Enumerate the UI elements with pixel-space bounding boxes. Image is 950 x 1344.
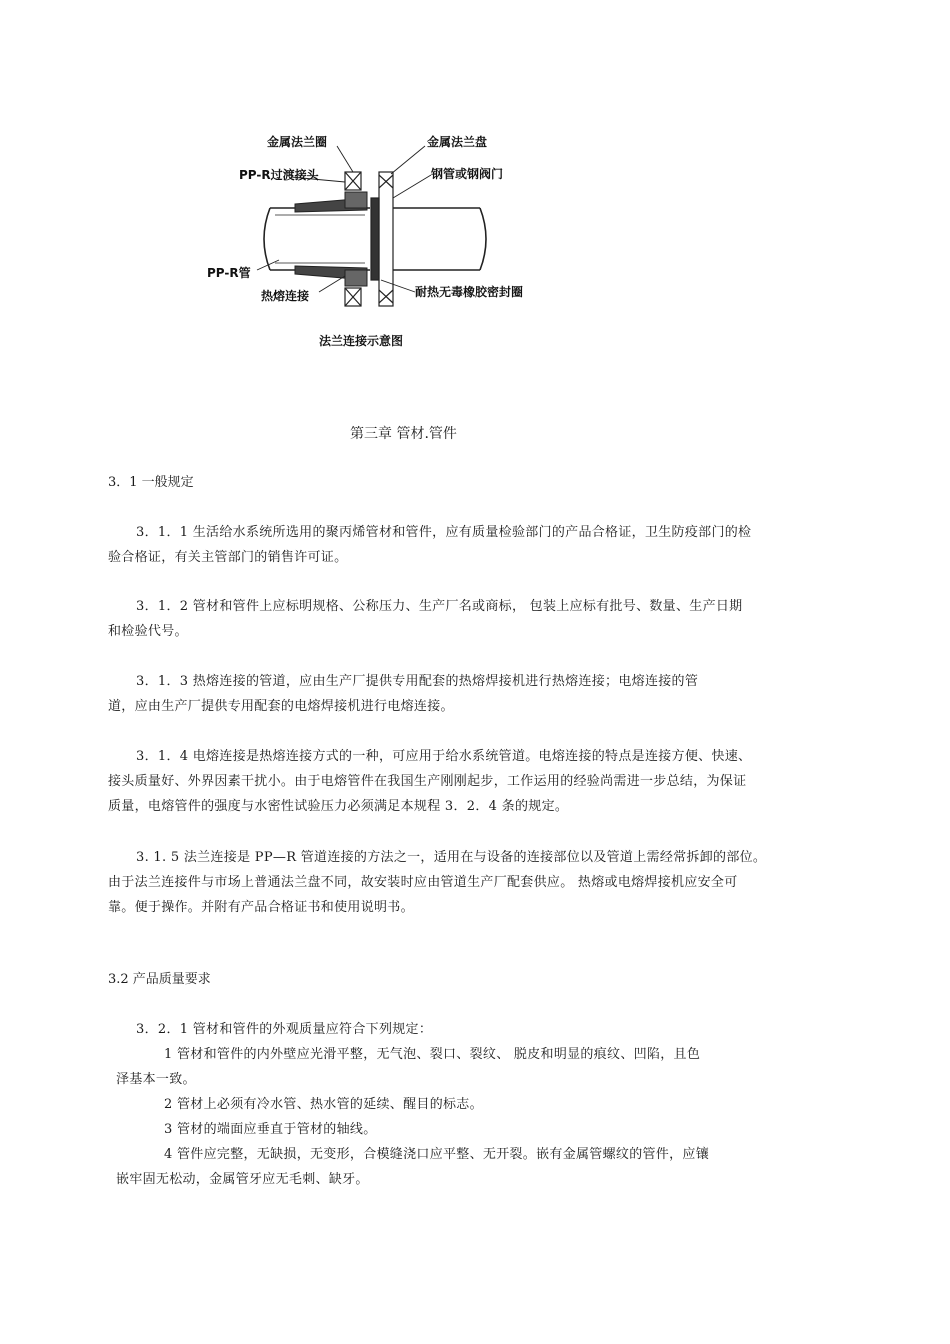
chapter-title: 第三章 管材.管件 — [350, 426, 457, 442]
paragraph-line: 3．1．3 热熔连接的管道，应由生产厂提供专用配套的热熔焊接机进行热熔连接；电熔连接的管 — [136, 674, 699, 689]
figure-caption: 法兰连接示意图 — [319, 334, 404, 348]
list-item-line: 泽基本一致。 — [116, 1072, 196, 1087]
label-hot-melt: 热熔连接 — [261, 289, 310, 303]
paragraph-3-1-1 — [108, 520, 808, 570]
list-item-line: 嵌牢固无松动，金属管牙应无毛刺、缺牙。 — [116, 1172, 369, 1187]
label-metal-flange-ring: 金属法兰圈 — [267, 135, 328, 149]
label-gasket: 耐热无毒橡胶密封圈 — [415, 285, 524, 299]
paragraph-line: 道，应由生产厂提供专用配套的电熔焊接机进行电熔连接。 — [108, 699, 454, 714]
paragraph-line: 由于法兰连接件与市场上普通法兰盘不同，故安装时应由管道生产厂配套供应。 热熔或电熔焊接机应安全可 — [108, 875, 738, 890]
paragraph-3-1-4 — [108, 744, 808, 819]
paragraph-line: 3．1．1 生活给水系统所选用的聚丙烯管材和管件，应有质量检验部门的产品合格证，卫生防疫部门的检 — [136, 525, 752, 540]
label-ppr-pipe: PP-R管 — [207, 266, 251, 280]
sub-heading: 3．2．1 管材和管件的外观质量应符合下列规定： — [136, 1022, 433, 1037]
label-metal-flange-plate: 金属法兰盘 — [427, 135, 488, 149]
paragraph-3-1-5 — [108, 845, 808, 920]
paragraph-line: 3．1．4 电熔连接是热熔连接方式的一种，可应用于给水系统管道。电熔连接的特点是连接方便、快速、 — [136, 749, 752, 764]
paragraph-line: 验合格证，有关主管部门的销售许可证。 — [108, 550, 348, 565]
list-item-line: 1 管材和管件的内外壁应光滑平整，无气泡、裂口、裂纹、 脱皮和明显的痕纹、凹陷，且色 — [164, 1047, 701, 1062]
paragraph-line: 靠。便于操作。并附有产品合格证书和使用说明书。 — [108, 900, 414, 915]
paragraph-line: 和检验代号。 — [108, 624, 188, 639]
list-item-line: 3 管材的端面应垂直于管材的轴线。 — [164, 1122, 377, 1137]
flange-connection-diagram — [195, 120, 575, 360]
ppr-pipe-shape — [264, 208, 370, 270]
paragraph-3-1-3 — [108, 669, 808, 719]
label-transition-joint: PP-R过渡接头 — [239, 168, 319, 182]
steel-pipe-shape — [393, 208, 486, 270]
list-item-line: 2 管材上必须有冷水管、热水管的延续、醒目的标志。 — [164, 1097, 483, 1112]
paragraph-3-2-1 — [108, 1017, 808, 1192]
metal-flange-plate-shape — [371, 172, 393, 306]
paragraph-line: 接头质量好、外界因素干扰小。由于电熔管件在我国生产刚刚起步，工作运用的经验尚需进一步总结，为保证 — [108, 774, 747, 789]
section-heading-3-1: 3．1 一般规定 — [108, 475, 194, 490]
transition-joint-shape — [295, 192, 367, 286]
section-heading-3-2: 3.2 产品质量要求 — [108, 972, 211, 987]
paragraph-line: 质量，电熔管件的强度与水密性试验压力必须满足本规程 3．2．4 条的规定。 — [108, 799, 569, 814]
paragraph-3-1-2 — [108, 594, 808, 644]
paragraph-line: 3．1．2 管材和管件上应标明规格、公称压力、生产厂名或商标， 包装上应标有批号、数量、生产日期 — [136, 599, 743, 614]
label-steel-pipe: 钢管或钢阀门 — [431, 167, 504, 181]
list-item-line: 4 管件应完整，无缺损，无变形，合模缝浇口应平整、无开裂。嵌有金属管螺纹的管件，应镶 — [164, 1147, 710, 1162]
paragraph-line: 3. 1. 5 法兰连接是 PP—R 管道连接的方法之一，适用在与设备的连接部位以及管道上需经常拆卸的部位。 — [136, 850, 767, 865]
